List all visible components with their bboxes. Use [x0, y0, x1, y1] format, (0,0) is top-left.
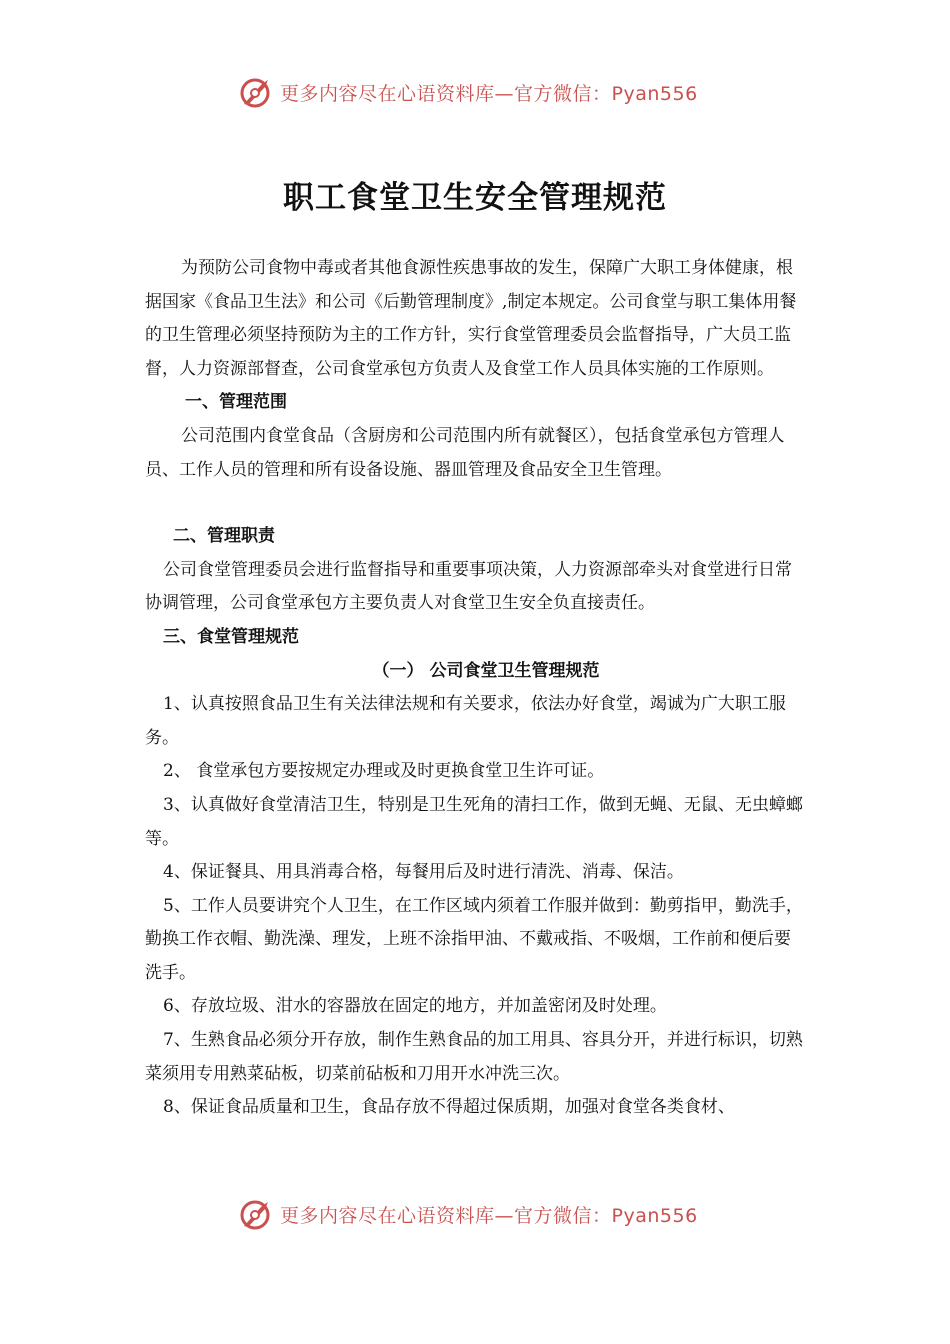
pen-logo-icon — [238, 1196, 274, 1232]
document-title: 职工食堂卫生安全管理规范 — [283, 180, 667, 216]
list-item: 1、认真按照食品卫生有关法律法规和有关要求，依法办好食堂，竭诚为广大职工服务。 — [145, 694, 786, 748]
watermark-label: 更多内容尽在心语资料库—官方微信： — [280, 1204, 612, 1227]
watermark-bottom — [238, 1194, 698, 1234]
list-item: 4、保证餐具、用具消毒合格，每餐用后及时进行清洗、消毒、保洁。 — [163, 862, 684, 883]
watermark-text — [280, 1201, 698, 1228]
section1-heading: 一、管理范围 — [185, 392, 287, 413]
document-body — [145, 252, 807, 1125]
pen-logo-icon — [238, 74, 274, 110]
section3-heading: 三、食堂管理规范 — [163, 626, 299, 647]
list-item: 8、保证食品质量和卫生，食品存放不得超过保质期，加强对食堂各类食材、 — [163, 1097, 735, 1118]
watermark-wechat-id: Pyan556 — [611, 82, 698, 105]
section2-heading: 二、管理职责 — [173, 526, 275, 547]
list-item: 5、工作人员要讲究个人卫生，在工作区域内须着工作服并做到：勤剪指甲，勤洗手，勤换工作衣帽、勤洗澡、理发，上班不涂指甲油、不戴戒指、不吸烟，工作前和便后要洗手。 — [145, 895, 803, 983]
watermark-top — [238, 72, 698, 112]
paragraph-gap — [145, 487, 807, 520]
watermark-label: 更多内容尽在心语资料库—官方微信： — [280, 82, 612, 105]
watermark-wechat-id: Pyan556 — [611, 1204, 698, 1227]
section2-body: 公司食堂管理委员会进行监督指导和重要事项决策，人力资源部牵头对食堂进行日常协调管理，公司食堂承包方主要负责人对食堂卫生安全负直接责任。 — [145, 559, 792, 614]
watermark-text — [280, 79, 698, 106]
intro-paragraph: 为预防公司食物中毒或者其他食源性疾患事故的发生，保障广大职工身体健康，根据国家《食品卫生法》和公司《后勤管理制度》,制定本规定。公司食堂与职工集体用餐的卫生管理必须坚持预防为主的工作方针，实行食堂管理委员会监督指导，广大员工监督，人力资源部督查，公司食堂承包方负责人及食堂工作人员具体实施的工作原则。 — [145, 258, 797, 379]
section3-subheading: （一） 公司食堂卫生管理规范 — [372, 660, 600, 681]
list-item: 6、存放垃圾、泔水的容器放在固定的地方，并加盖密闭及时处理。 — [163, 996, 667, 1017]
list-item: 3、认真做好食堂清洁卫生，特别是卫生死角的清扫工作，做到无蝇、无鼠、无虫蟑螂等。 — [145, 794, 803, 849]
section1-body: 公司范围内食堂食品（含厨房和公司范围内所有就餐区），包括食堂承包方管理人员、工作人员的管理和所有设备设施、器皿管理及食品安全卫生管理。 — [145, 425, 785, 480]
list-item: 7、生熟食品必须分开存放，制作生熟食品的加工用具、容具分开，并进行标识，切熟菜须用专用熟菜砧板，切菜前砧板和刀用开水冲洗三次。 — [145, 1030, 803, 1084]
list-item: 2、 食堂承包方要按规定办理或及时更换食堂卫生许可证。 — [163, 761, 605, 782]
